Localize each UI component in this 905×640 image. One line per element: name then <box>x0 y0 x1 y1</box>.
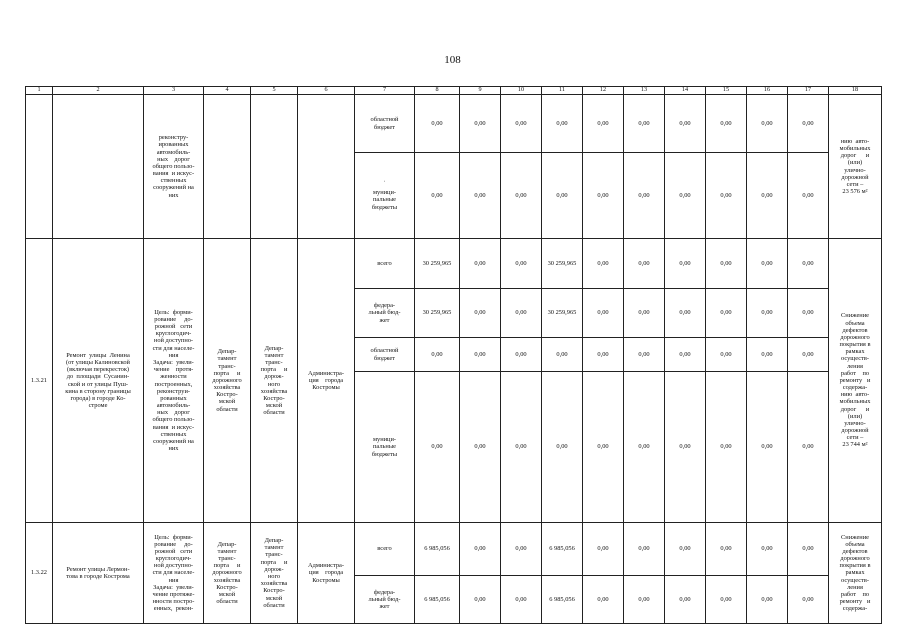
funding-source-cell <box>355 153 415 239</box>
department-cell <box>251 95 298 239</box>
result-cell: Снижение объема дефектов дорожного покрытия в рамках осуществ- ления работ по ремонту и содержа- <box>829 523 882 624</box>
goal-cell: Цель: форми- рование до- рожной сети круглогодич- ной доступно- сти для населе- ния Задача: увели- чение протяже- нности постро- енных, рекон- <box>144 523 204 624</box>
value-cell: 30 259,965 <box>542 239 583 289</box>
value-cell: 0,00 <box>501 95 542 153</box>
column-number: 9 <box>460 87 501 95</box>
department-cell <box>204 95 251 239</box>
column-number: 16 <box>747 87 788 95</box>
column-number: 6 <box>298 87 355 95</box>
column-number-header <box>26 87 882 95</box>
value-cell: 0,00 <box>706 338 747 372</box>
department-city: Депар- тамент транс- порта и дорож- ного хозяйства Костро- мской области <box>251 239 298 523</box>
table-row <box>26 239 882 289</box>
value-cell: 0,00 <box>415 338 460 372</box>
department-oblast: Депар- тамент транс- порта и дорожного хозяйства Костро- мской области <box>204 239 251 523</box>
value-cell: 0,00 <box>788 239 829 289</box>
value-cell: 6 985,056 <box>542 576 583 624</box>
value-cell: 0,00 <box>788 153 829 239</box>
value-cell: 0,00 <box>788 289 829 338</box>
value-cell: 0,00 <box>747 372 788 523</box>
value-cell: 0,00 <box>501 153 542 239</box>
value-cell: 0,00 <box>624 576 665 624</box>
funding-source: всего <box>355 523 415 576</box>
value-cell: 0,00 <box>583 95 624 153</box>
item-number-cell <box>26 95 53 239</box>
value-cell: 0,00 <box>460 95 501 153</box>
department-city: Депар- тамент транс- порта и дорож- ного хозяйства Костро- мской области <box>251 523 298 624</box>
value-cell: 30 259,965 <box>415 239 460 289</box>
value-cell: 6 985,056 <box>542 523 583 576</box>
value-cell: 0,00 <box>747 289 788 338</box>
value-cell: 0,00 <box>583 338 624 372</box>
column-number: 8 <box>415 87 460 95</box>
column-number: 11 <box>542 87 583 95</box>
funding-source: муници- пальные бюджеты <box>371 189 398 211</box>
funding-source: всего <box>355 239 415 289</box>
goal-cell: реконстру- ированных автомобиль- ных дорог общего пользо- вания и искус- ственных сооружений на них <box>144 95 204 239</box>
value-cell: 0,00 <box>665 576 706 624</box>
page-number: 108 <box>444 54 461 66</box>
item-number: 1.3.22 <box>26 523 53 624</box>
value-cell: 0,00 <box>665 523 706 576</box>
funding-source: муници- пальные бюджеты <box>355 372 415 523</box>
value-cell: 0,00 <box>501 239 542 289</box>
value-cell: 0,00 <box>583 576 624 624</box>
value-cell: 0,00 <box>706 372 747 523</box>
value-cell: 0,00 <box>788 95 829 153</box>
result-cell: нию авто- мобильных дорог и (или) улично- дорожной сети – 23 576 м² <box>829 95 882 239</box>
value-cell: 0,00 <box>747 153 788 239</box>
value-cell: 0,00 <box>624 338 665 372</box>
value-cell: 0,00 <box>747 95 788 153</box>
value-cell: 0,00 <box>624 153 665 239</box>
value-cell: 0,00 <box>415 95 460 153</box>
value-cell: 0,00 <box>747 523 788 576</box>
value-cell: 0,00 <box>460 153 501 239</box>
value-cell: 0,00 <box>624 372 665 523</box>
value-cell: 0,00 <box>747 338 788 372</box>
value-cell: 0,00 <box>460 372 501 523</box>
value-cell: 0,00 <box>624 95 665 153</box>
column-number: 13 <box>624 87 665 95</box>
column-number: 12 <box>583 87 624 95</box>
value-cell: 0,00 <box>788 372 829 523</box>
column-number: 17 <box>788 87 829 95</box>
value-cell: 0,00 <box>706 95 747 153</box>
value-cell: 0,00 <box>460 338 501 372</box>
value-cell: 0,00 <box>542 153 583 239</box>
table-row <box>26 95 882 153</box>
value-cell: 0,00 <box>706 576 747 624</box>
column-number: 2 <box>53 87 144 95</box>
value-cell: 0,00 <box>665 95 706 153</box>
value-cell: 30 259,965 <box>415 289 460 338</box>
value-cell: 0,00 <box>665 239 706 289</box>
column-number: 3 <box>144 87 204 95</box>
value-cell: 0,00 <box>501 338 542 372</box>
funding-source: федера- льный бюд- жет <box>355 576 415 624</box>
table-row <box>26 523 882 576</box>
funding-source: областной бюджет <box>355 338 415 372</box>
value-cell: 0,00 <box>583 289 624 338</box>
executor: Администра- ция города Костромы <box>298 523 355 624</box>
value-cell: 0,00 <box>624 289 665 338</box>
value-cell: 0,00 <box>747 239 788 289</box>
value-cell: 0,00 <box>501 523 542 576</box>
value-cell: 0,00 <box>583 153 624 239</box>
value-cell: 0,00 <box>460 289 501 338</box>
column-number: 10 <box>501 87 542 95</box>
column-number: 7 <box>355 87 415 95</box>
value-cell: 0,00 <box>415 153 460 239</box>
executor: Администра- ция города Костромы <box>298 239 355 523</box>
value-cell: 0,00 <box>665 338 706 372</box>
value-cell: 0,00 <box>460 239 501 289</box>
value-cell: 0,00 <box>583 239 624 289</box>
funding-source: федера- льный бюд- жет <box>355 289 415 338</box>
executor-cell <box>298 95 355 239</box>
value-cell: 0,00 <box>706 153 747 239</box>
program-table <box>25 86 882 624</box>
value-cell: 0,00 <box>624 523 665 576</box>
value-cell: 0,00 <box>542 338 583 372</box>
result-cell: Снижение объема дефектов дорожного покрытия в рамках осуществ- ления работ по ремонту и содержа- нию авто- мобильных дорог и (или) улично- дорожной сети – 23 744 м² <box>829 239 882 523</box>
value-cell: 0,00 <box>501 576 542 624</box>
column-number: 15 <box>706 87 747 95</box>
value-cell: 0,00 <box>706 289 747 338</box>
dot-mark: · <box>383 179 386 186</box>
item-name: Ремонт улицы Ленина (от улицы Калиновской (включая перекресток) до площади Сусанин- ской и от улицы Пуш- кина в сторону границы города) в городе Ко- строме <box>53 239 144 523</box>
value-cell: 0,00 <box>788 576 829 624</box>
value-cell: 0,00 <box>583 372 624 523</box>
column-number: 1 <box>26 87 53 95</box>
value-cell: 0,00 <box>788 523 829 576</box>
value-cell: 0,00 <box>542 95 583 153</box>
value-cell: 6 985,056 <box>415 576 460 624</box>
value-cell: 30 259,965 <box>542 289 583 338</box>
goal-cell: Цель: форми- рование до- рожной сети круглогодич- ной доступно- сти для населе- ния Задача: увели- чение протя- женности построенных, реконструи- рованных автомобиль- ных дорог общего пользо- вания и искус- ственных сооружений на них <box>144 239 204 523</box>
value-cell: 6 985,056 <box>415 523 460 576</box>
value-cell: 0,00 <box>542 372 583 523</box>
value-cell: 0,00 <box>460 576 501 624</box>
value-cell: 0,00 <box>583 523 624 576</box>
value-cell: 0,00 <box>665 372 706 523</box>
value-cell: 0,00 <box>501 289 542 338</box>
value-cell: 0,00 <box>706 523 747 576</box>
item-name-cell <box>53 95 144 239</box>
value-cell: 0,00 <box>624 239 665 289</box>
funding-source: областной бюджет <box>355 95 415 153</box>
column-number: 18 <box>829 87 882 95</box>
value-cell: 0,00 <box>747 576 788 624</box>
value-cell: 0,00 <box>460 523 501 576</box>
column-number: 4 <box>204 87 251 95</box>
item-name: Ремонт улицы Лермон- това в городе Кострома <box>53 523 144 624</box>
column-number: 14 <box>665 87 706 95</box>
department-oblast: Депар- тамент транс- порта и дорожного хозяйства Костро- мской области <box>204 523 251 624</box>
value-cell: 0,00 <box>665 153 706 239</box>
value-cell: 0,00 <box>788 338 829 372</box>
column-number: 5 <box>251 87 298 95</box>
item-number: 1.3.21 <box>26 239 53 523</box>
value-cell: 0,00 <box>706 239 747 289</box>
value-cell: 0,00 <box>665 289 706 338</box>
value-cell: 0,00 <box>501 372 542 523</box>
value-cell: 0,00 <box>415 372 460 523</box>
